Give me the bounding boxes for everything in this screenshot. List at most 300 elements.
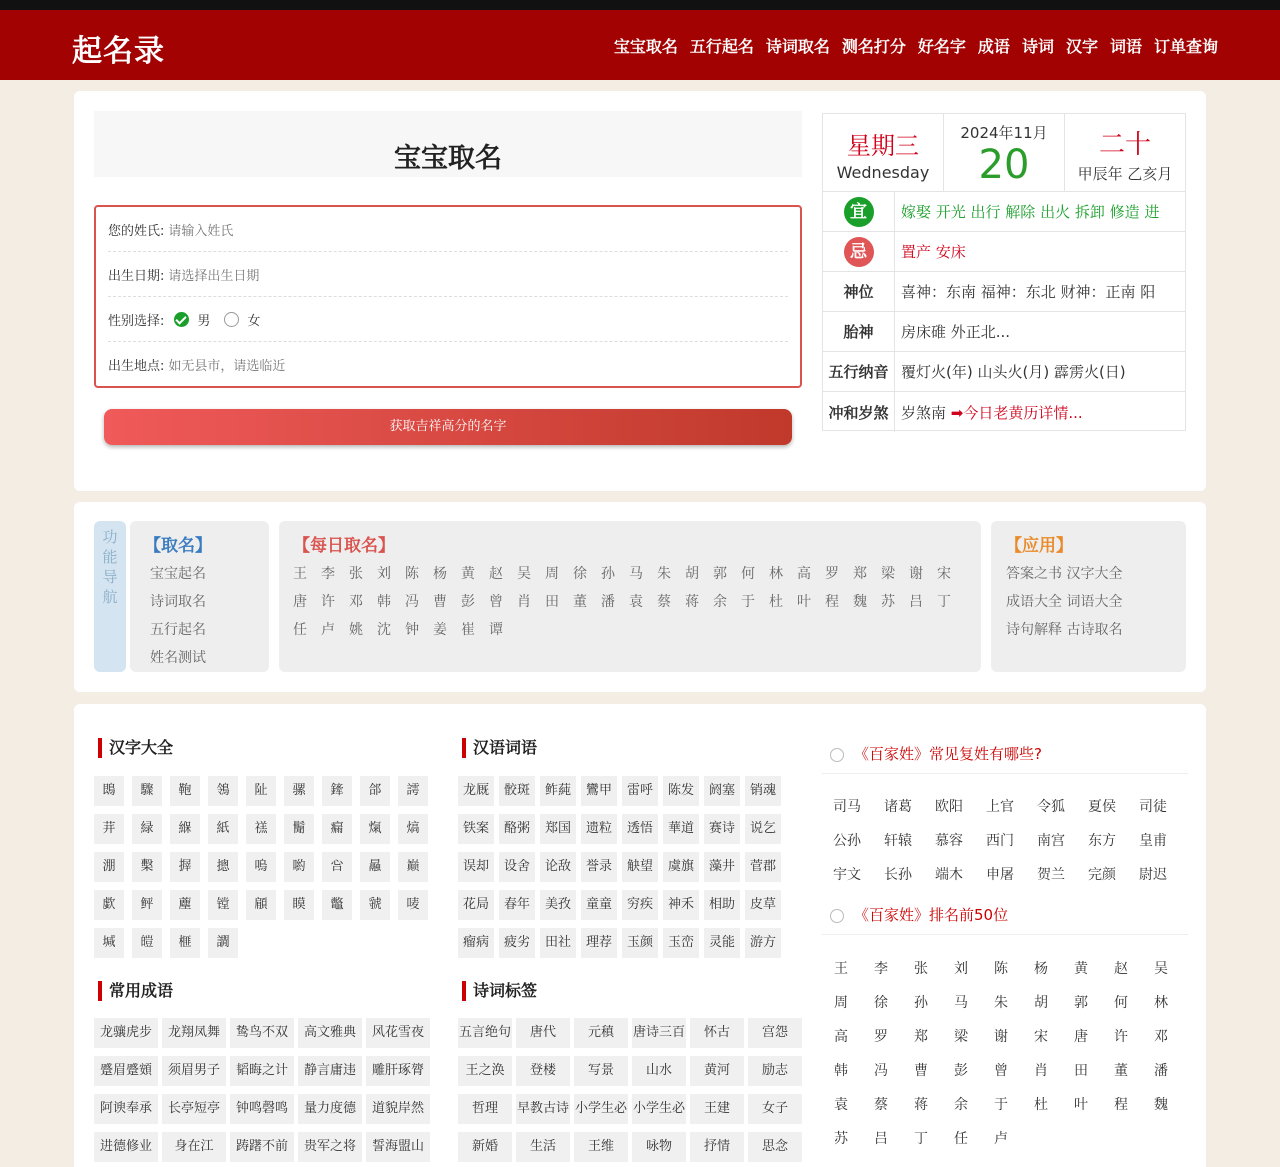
daily-surname-link[interactable]: 潘 — [601, 594, 615, 610]
top50-surname[interactable]: 蒋 — [906, 1090, 936, 1120]
hanzi-item[interactable]: 喲 — [284, 852, 314, 882]
daily-surname-link[interactable]: 罗 — [825, 566, 839, 582]
chengyu-item[interactable]: 誓海盟山 — [366, 1132, 430, 1162]
chengyu-item[interactable]: 身在江 — [162, 1132, 226, 1162]
chengyu-item[interactable]: 道貌岸然 — [366, 1094, 430, 1124]
daily-surname-link[interactable]: 宋 — [937, 566, 951, 582]
chengyu-item[interactable]: 蹙眉蹙頞 — [94, 1056, 158, 1086]
hanzi-item[interactable]: 鵖 — [94, 776, 124, 806]
top50-surname[interactable]: 彭 — [946, 1056, 976, 1086]
chengyu-item[interactable]: 量力度德 — [298, 1094, 362, 1124]
hanzi-item[interactable]: 堿 — [94, 928, 124, 958]
nav-link[interactable]: 宝宝取名 — [613, 37, 678, 56]
lunar-day: 二十 — [1098, 130, 1151, 160]
quname-link[interactable]: 姓名测试 — [150, 650, 206, 666]
person-icon — [830, 748, 844, 762]
daily-surname-link[interactable]: 杨 — [433, 566, 447, 582]
top50-surname[interactable]: 马 — [946, 988, 976, 1018]
daily-surname-link[interactable]: 余 — [713, 594, 727, 610]
top50-surname[interactable]: 程 — [1106, 1090, 1136, 1120]
hanzi-item[interactable]: 緥 — [170, 814, 200, 844]
ciyu-item[interactable]: 誉录 — [581, 852, 617, 882]
hanzi-item[interactable]: 謣 — [398, 776, 428, 806]
hanzi-item[interactable]: 瘺 — [322, 814, 352, 844]
ciyu-item[interactable]: 误却 — [458, 852, 494, 882]
chengyu-item[interactable]: 风花雪夜 — [366, 1018, 430, 1048]
top50-surname[interactable]: 许 — [1106, 1022, 1136, 1052]
hanzi-item[interactable]: 榧 — [170, 928, 200, 958]
fuxing-item[interactable]: 南宫 — [1030, 826, 1072, 856]
app-link[interactable]: 成语大全 词语大全 — [1006, 594, 1123, 610]
surname-label: 您的姓氏: — [108, 223, 165, 239]
daily-surname-link[interactable]: 冯 — [405, 594, 419, 610]
fuxing-item[interactable]: 司徒 — [1132, 792, 1174, 822]
nayin-label: 五行纳音 — [823, 352, 895, 391]
hanzi-item[interactable]: 摠 — [208, 852, 238, 882]
hanzi-item[interactable]: 茾 — [94, 814, 124, 844]
daily-surname-link[interactable]: 田 — [545, 594, 559, 610]
ciyu-item[interactable]: 皮草 — [745, 890, 781, 920]
hanzi-item[interactable]: 镗 — [208, 890, 238, 920]
top50-surname[interactable]: 陈 — [986, 954, 1016, 984]
hanzi-item[interactable]: 禚 — [246, 814, 276, 844]
fuxing-item[interactable]: 慕容 — [928, 826, 970, 856]
daily-surname-link[interactable]: 魏 — [853, 594, 867, 610]
shici-tag[interactable]: 黄河 — [690, 1056, 744, 1086]
ciyu-item[interactable]: 骹斑 — [499, 776, 535, 806]
daily-surname-link[interactable]: 彭 — [461, 594, 475, 610]
daily-surname-link[interactable]: 曾 — [489, 594, 503, 610]
daily-surname-link[interactable]: 姚 — [349, 622, 363, 638]
top50-surname[interactable]: 潘 — [1146, 1056, 1176, 1086]
shici-tag[interactable]: 王维 — [574, 1132, 628, 1162]
top50-surname[interactable]: 袁 — [826, 1090, 856, 1120]
fuxing-item[interactable]: 西门 — [979, 826, 1021, 856]
ciyu-item[interactable]: 藻井 — [704, 852, 740, 882]
ciyu-item[interactable]: 玉峦 — [663, 928, 699, 958]
ciyu-item[interactable]: 鲊蒓 — [540, 776, 576, 806]
shici-tag[interactable]: 咏物 — [632, 1132, 686, 1162]
daily-surname-link[interactable]: 蔡 — [657, 594, 671, 610]
shici-tag[interactable]: 抒情 — [690, 1132, 744, 1162]
nav-link[interactable]: 订单查询 — [1153, 37, 1218, 56]
top50-surname[interactable]: 赵 — [1106, 954, 1136, 984]
daily-surname-link[interactable]: 刘 — [377, 566, 391, 582]
taishen-row — [823, 312, 1185, 352]
hanzi-item[interactable]: 顅 — [246, 890, 276, 920]
top50-surname[interactable]: 吴 — [1146, 954, 1176, 984]
fuxing-item[interactable]: 公孙 — [826, 826, 868, 856]
daily-surname-link[interactable]: 丁 — [937, 594, 951, 610]
shenwei-label: 神位 — [823, 272, 895, 311]
top50-surname[interactable]: 田 — [1066, 1056, 1096, 1086]
hanzi-item[interactable]: 鲆 — [132, 890, 162, 920]
nav-link[interactable]: 成语 — [977, 37, 1010, 56]
top50-surname[interactable]: 叶 — [1066, 1090, 1096, 1120]
ciyu-item[interactable]: 雷呼 — [622, 776, 658, 806]
shici-tag[interactable]: 早教古诗 — [516, 1094, 570, 1124]
chengyu-item[interactable]: 雕肝琢膂 — [366, 1056, 430, 1086]
hanzi-item[interactable]: 檕 — [132, 852, 162, 882]
top50-surname[interactable]: 何 — [1106, 988, 1136, 1018]
nav-link[interactable]: 诗词 — [1021, 37, 1054, 56]
hanzi-item[interactable]: 鬜 — [284, 814, 314, 844]
nayin-row — [823, 352, 1185, 392]
ciyu-item[interactable]: 酪粥 — [499, 814, 535, 844]
top50-surname[interactable]: 蔡 — [866, 1090, 896, 1120]
shici-tag[interactable]: 哲理 — [458, 1094, 512, 1124]
shici-tag[interactable]: 励志 — [748, 1056, 802, 1086]
daily-surname-link[interactable]: 肖 — [517, 594, 531, 610]
fuxing-item[interactable]: 东方 — [1081, 826, 1123, 856]
hanzi-item[interactable]: 薼 — [170, 890, 200, 920]
fuxing-item[interactable]: 令狐 — [1030, 792, 1072, 822]
quname-link[interactable]: 五行起名 — [150, 622, 206, 638]
fuxing-item[interactable]: 司马 — [826, 792, 868, 822]
fuxing-item[interactable]: 贺兰 — [1030, 860, 1072, 890]
chengyu-item[interactable]: 踌躇不前 — [230, 1132, 294, 1162]
top50-surname[interactable]: 余 — [946, 1090, 976, 1120]
daily-surname-link[interactable]: 何 — [741, 566, 755, 582]
top50-surname[interactable]: 董 — [1106, 1056, 1136, 1086]
shici-tag[interactable]: 唐代 — [516, 1018, 570, 1048]
daily-surname-link[interactable]: 韩 — [377, 594, 391, 610]
top50-surname[interactable]: 徐 — [866, 988, 896, 1018]
ciyu-item[interactable]: 设舍 — [499, 852, 535, 882]
chengyu-item[interactable]: 韬晦之计 — [230, 1056, 294, 1086]
hanzi-item[interactable]: 唛 — [398, 890, 428, 920]
fuxing-item[interactable]: 欧阳 — [928, 792, 970, 822]
fuxing-item[interactable]: 夏侯 — [1081, 792, 1123, 822]
ciyu-item[interactable]: 赛诗 — [704, 814, 740, 844]
daily-surname-link[interactable]: 沈 — [377, 622, 391, 638]
top50-surname[interactable]: 郭 — [1066, 988, 1096, 1018]
top50-surname[interactable]: 周 — [826, 988, 856, 1018]
chengyu-item[interactable]: 高文雅典 — [298, 1018, 362, 1048]
hanzi-item[interactable]: 虢 — [360, 890, 390, 920]
chengyu-item[interactable]: 龙翔凤舞 — [162, 1018, 226, 1048]
top50-surname[interactable]: 孙 — [906, 988, 936, 1018]
ciyu-item[interactable]: 遗粒 — [581, 814, 617, 844]
daily-surname-link[interactable]: 卢 — [321, 622, 335, 638]
app-box — [991, 521, 1186, 672]
fuxing-item[interactable]: 端木 — [928, 860, 970, 890]
hanzi-item[interactable]: 熂 — [360, 814, 390, 844]
ciyu-item[interactable]: 神禾 — [663, 890, 699, 920]
hanzi-item[interactable]: 鴒 — [208, 776, 238, 806]
ciyu-item[interactable]: 穷疾 — [622, 890, 658, 920]
daily-surname-link[interactable]: 马 — [629, 566, 643, 582]
ciyu-item[interactable]: 鸞甲 — [581, 776, 617, 806]
fuxing-item[interactable]: 诸葛 — [877, 792, 919, 822]
fuxing-item[interactable]: 上官 — [979, 792, 1021, 822]
ciyu-item[interactable]: 论敌 — [540, 852, 576, 882]
daily-surname-link[interactable]: 林 — [769, 566, 783, 582]
ciyu-item[interactable]: 美孜 — [540, 890, 576, 920]
daily-surname-link[interactable]: 曹 — [433, 594, 447, 610]
daily-surname-link[interactable]: 梁 — [881, 566, 895, 582]
hanzi-item[interactable]: 鏲 — [322, 776, 352, 806]
hanzi-item[interactable]: 骡 — [284, 776, 314, 806]
shici-tag[interactable]: 写景 — [574, 1056, 628, 1086]
shici-tag[interactable]: 山水 — [632, 1056, 686, 1086]
daily-surname-link[interactable]: 王 — [293, 566, 307, 582]
top50-surname[interactable]: 吕 — [866, 1124, 896, 1154]
hanzi-item[interactable]: 鞄 — [170, 776, 200, 806]
chengyu-item[interactable]: 进德修业 — [94, 1132, 158, 1162]
ciyu-item[interactable]: 相助 — [704, 890, 740, 920]
app-link[interactable]: 答案之书 汉字大全 — [1006, 566, 1123, 582]
birth-place-select[interactable]: 如无县市，请选临近 — [168, 359, 286, 374]
daily-surname-link[interactable]: 谭 — [489, 622, 503, 638]
top50-surname[interactable]: 李 — [866, 954, 896, 984]
top50-surname[interactable]: 高 — [826, 1022, 856, 1052]
fuxing-item[interactable]: 长孙 — [877, 860, 919, 890]
ciyu-item[interactable]: 陈发 — [663, 776, 699, 806]
top50-title[interactable]: 《百家姓》排名前50位 — [830, 904, 1008, 925]
hanzi-item[interactable]: 吢 — [322, 852, 352, 882]
daily-surname-link[interactable]: 谢 — [909, 566, 923, 582]
ciyu-item[interactable]: 疲劣 — [499, 928, 535, 958]
ciyu-item[interactable]: 龙厩 — [458, 776, 494, 806]
chonghe-text: 岁煞南 — [901, 403, 947, 422]
fuxing-item[interactable]: 皇甫 — [1132, 826, 1174, 856]
chengyu-item[interactable]: 钟鸣磬鸣 — [230, 1094, 294, 1124]
top50-surname[interactable]: 张 — [906, 954, 936, 984]
daily-surname-link[interactable]: 郭 — [713, 566, 727, 582]
top50-surname[interactable]: 魏 — [1146, 1090, 1176, 1120]
birth-date-input[interactable]: 请选择出生日期 — [168, 268, 260, 284]
nav-link[interactable]: 诗词取名 — [765, 37, 830, 56]
top50-surname[interactable]: 卢 — [986, 1124, 1016, 1154]
top50-surname[interactable]: 郑 — [906, 1022, 936, 1052]
daily-surname-link[interactable]: 董 — [573, 594, 587, 610]
shici-tag[interactable]: 王建 — [690, 1094, 744, 1124]
daily-surname-link[interactable]: 徐 — [573, 566, 587, 582]
ciyu-item[interactable]: 阏塞 — [704, 776, 740, 806]
female-label[interactable]: 女 — [247, 313, 261, 329]
daily-surname-link[interactable]: 李 — [321, 566, 335, 582]
top50-surname[interactable]: 刘 — [946, 954, 976, 984]
ciyu-item[interactable]: 華道 — [663, 814, 699, 844]
surname-input[interactable]: 请输入姓氏 — [168, 223, 234, 239]
weekday-en: Wednesday — [836, 163, 930, 182]
daily-surname-link[interactable]: 周 — [545, 566, 559, 582]
fuxing-item[interactable]: 完颜 — [1081, 860, 1123, 890]
hanzi-item[interactable]: 歔 — [94, 890, 124, 920]
weekday-cn: 星期三 — [847, 132, 919, 160]
fuxing-item[interactable]: 尉迟 — [1132, 860, 1174, 890]
taishen-text: 房床碓 外正北... — [901, 323, 1011, 341]
ciyu-item[interactable]: 瘤病 — [458, 928, 494, 958]
shici-tag[interactable]: 小学生必 — [632, 1094, 686, 1124]
daily-surname-link[interactable]: 陈 — [405, 566, 419, 582]
daily-surname-link[interactable]: 胡 — [685, 566, 699, 582]
chengyu-item[interactable]: 长亭短亭 — [162, 1094, 226, 1124]
almanac-detail-link[interactable]: ➡今日老黄历详情... — [950, 403, 1083, 422]
shici-tag[interactable]: 登楼 — [516, 1056, 570, 1086]
ciyu-item[interactable]: 田社 — [540, 928, 576, 958]
fuxing-item[interactable]: 宇文 — [826, 860, 868, 890]
nav-link[interactable]: 测名打分 — [841, 37, 906, 56]
fuxing-item[interactable]: 轩辕 — [877, 826, 919, 856]
shici-tag[interactable]: 女子 — [748, 1094, 802, 1124]
chengyu-item[interactable]: 须眉男子 — [162, 1056, 226, 1086]
ciyu-item[interactable]: 花局 — [458, 890, 494, 920]
daily-surname-link[interactable]: 邓 — [349, 594, 363, 610]
daily-surname-link[interactable]: 赵 — [489, 566, 503, 582]
quname-link[interactable]: 宝宝起名 — [150, 566, 206, 582]
top50-surname[interactable]: 杜 — [1026, 1090, 1056, 1120]
hanzi-item[interactable]: 驟 — [132, 776, 162, 806]
hanzi-item[interactable]: 瞙 — [284, 890, 314, 920]
female-radio[interactable] — [224, 312, 239, 327]
daily-surname-link[interactable]: 姜 — [433, 622, 447, 638]
surname-row[interactable] — [108, 207, 788, 252]
top50-surname[interactable]: 梁 — [946, 1022, 976, 1052]
chengyu-item[interactable]: 贵军之将 — [298, 1132, 362, 1162]
nav-link[interactable]: 词语 — [1109, 37, 1142, 56]
shici-tag[interactable]: 宫怨 — [748, 1018, 802, 1048]
hanzi-item[interactable]: 緑 — [132, 814, 162, 844]
daily-surname-link[interactable]: 叶 — [797, 594, 811, 610]
top50-surname[interactable]: 谢 — [986, 1022, 1016, 1052]
top50-surname[interactable]: 曹 — [906, 1056, 936, 1086]
daily-surname-link[interactable]: 黄 — [461, 566, 475, 582]
chengyu-item[interactable]: 鸷鸟不双 — [230, 1018, 294, 1048]
hanzi-item[interactable]: 熇 — [398, 814, 428, 844]
app-link[interactable]: 诗句解释 古诗取名 — [1006, 622, 1123, 638]
ciyu-item[interactable]: 虞旗 — [663, 852, 699, 882]
daily-surname-link[interactable]: 孙 — [601, 566, 615, 582]
male-label[interactable]: 男 — [197, 313, 211, 329]
shici-tag[interactable]: 新婚 — [458, 1132, 512, 1162]
top50-surname[interactable]: 曾 — [986, 1056, 1016, 1086]
ciyu-item[interactable]: 菅郡 — [745, 852, 781, 882]
shici-tag[interactable]: 唐诗三百 — [632, 1018, 686, 1048]
shici-tag[interactable]: 怀古 — [690, 1018, 744, 1048]
shici-tag[interactable]: 五言绝句 — [458, 1018, 512, 1048]
ciyu-item[interactable]: 觖望 — [622, 852, 658, 882]
daily-surname-link[interactable]: 许 — [321, 594, 335, 610]
shici-tag[interactable]: 王之涣 — [458, 1056, 512, 1086]
ciyu-item[interactable]: 玉颜 — [622, 928, 658, 958]
top50-surname[interactable]: 苏 — [826, 1124, 856, 1154]
daily-surname-link[interactable]: 郑 — [853, 566, 867, 582]
top50-surname[interactable]: 韩 — [826, 1056, 856, 1086]
place-row[interactable] — [108, 342, 788, 387]
fuxing-title[interactable]: 《百家姓》常见复姓有哪些? — [830, 743, 1042, 764]
male-radio[interactable] — [174, 312, 189, 327]
hanzi-item[interactable]: 鼈 — [322, 890, 352, 920]
top50-surname[interactable]: 朱 — [986, 988, 1016, 1018]
nav-link[interactable]: 好名字 — [917, 37, 966, 56]
daily-surname-link[interactable]: 高 — [797, 566, 811, 582]
daily-box — [279, 521, 981, 672]
daily-surname-link[interactable]: 朱 — [657, 566, 671, 582]
shici-tag[interactable]: 小学生必 — [574, 1094, 628, 1124]
daily-surname-link[interactable]: 任 — [293, 622, 307, 638]
top50-surname[interactable]: 邓 — [1146, 1022, 1176, 1052]
ciyu-item[interactable]: 春年 — [499, 890, 535, 920]
top50-surname[interactable]: 宋 — [1026, 1022, 1056, 1052]
hanzi-item[interactable]: 譋 — [208, 928, 238, 958]
daily-surname-link[interactable]: 杜 — [769, 594, 783, 610]
shici-tag[interactable]: 思念 — [748, 1132, 802, 1162]
ciyu-item[interactable]: 理荐 — [581, 928, 617, 958]
hanzi-item[interactable]: 紙 — [208, 814, 238, 844]
ciyu-item[interactable]: 透悟 — [622, 814, 658, 844]
daily-surname-link[interactable]: 袁 — [629, 594, 643, 610]
daily-surname-link[interactable]: 唐 — [293, 594, 307, 610]
chengyu-item[interactable]: 阿谀奉承 — [94, 1094, 158, 1124]
top50-surname[interactable]: 杨 — [1026, 954, 1056, 984]
top50-surname[interactable]: 肖 — [1026, 1056, 1056, 1086]
daily-surname-link[interactable]: 蒋 — [685, 594, 699, 610]
ciyu-item[interactable]: 童童 — [581, 890, 617, 920]
shici-tag[interactable]: 元稹 — [574, 1018, 628, 1048]
ciyu-item[interactable]: 说乞 — [745, 814, 781, 844]
hanzi-item[interactable]: 嗚 — [246, 852, 276, 882]
top50-surname[interactable]: 任 — [946, 1124, 976, 1154]
daily-surname-link[interactable]: 吴 — [517, 566, 531, 582]
hanzi-item[interactable]: 曧 — [360, 852, 390, 882]
daily-surname-link[interactable]: 吕 — [909, 594, 923, 610]
ciyu-grid — [458, 776, 781, 958]
top50-surname[interactable]: 王 — [826, 954, 856, 984]
top50-surname[interactable]: 胡 — [1026, 988, 1056, 1018]
nav-link[interactable]: 五行起名 — [689, 37, 754, 56]
hanzi-item[interactable]: 阯 — [246, 776, 276, 806]
top50-surname[interactable]: 唐 — [1066, 1022, 1096, 1052]
hanzi-item[interactable]: 巅 — [398, 852, 428, 882]
top50-surname[interactable]: 冯 — [866, 1056, 896, 1086]
submit-button[interactable]: 获取吉祥高分的名字 — [104, 409, 792, 445]
daily-surname-link[interactable]: 程 — [825, 594, 839, 610]
fuxing-item[interactable]: 申屠 — [979, 860, 1021, 890]
daily-surname-link[interactable]: 崔 — [461, 622, 475, 638]
quname-link[interactable]: 诗词取名 — [150, 594, 206, 610]
daily-surname-link[interactable]: 苏 — [881, 594, 895, 610]
top50-surname[interactable]: 于 — [986, 1090, 1016, 1120]
daily-surname-link[interactable]: 于 — [741, 594, 755, 610]
divider — [822, 773, 1188, 774]
daily-surname-link[interactable]: 张 — [349, 566, 363, 582]
ciyu-item[interactable]: 销魂 — [745, 776, 781, 806]
ciyu-item[interactable]: 铁案 — [458, 814, 494, 844]
hanzi-item[interactable]: 郃 — [360, 776, 390, 806]
ciyu-item[interactable]: 灵能 — [704, 928, 740, 958]
chengyu-item[interactable]: 龙骧虎步 — [94, 1018, 158, 1048]
birth-row[interactable] — [108, 252, 788, 297]
hanzi-item[interactable]: 皚 — [132, 928, 162, 958]
top50-surname[interactable]: 丁 — [906, 1124, 936, 1154]
top50-surname[interactable]: 林 — [1146, 988, 1176, 1018]
top50-surname[interactable]: 黄 — [1066, 954, 1096, 984]
lunar-cell — [1065, 114, 1185, 191]
nav-link[interactable]: 汉字 — [1065, 37, 1098, 56]
top50-surname[interactable]: 罗 — [866, 1022, 896, 1052]
gender-row — [108, 297, 788, 342]
site-logo[interactable]: 起名录 — [72, 34, 165, 69]
ciyu-item[interactable]: 郑国 — [540, 814, 576, 844]
chengyu-item[interactable]: 静言庸违 — [298, 1056, 362, 1086]
ciyu-item[interactable]: 游方 — [745, 928, 781, 958]
shici-tag[interactable]: 生活 — [516, 1132, 570, 1162]
daily-surname-link[interactable]: 钟 — [405, 622, 419, 638]
hanzi-item[interactable]: 搱 — [170, 852, 200, 882]
hanzi-item[interactable]: 淜 — [94, 852, 124, 882]
